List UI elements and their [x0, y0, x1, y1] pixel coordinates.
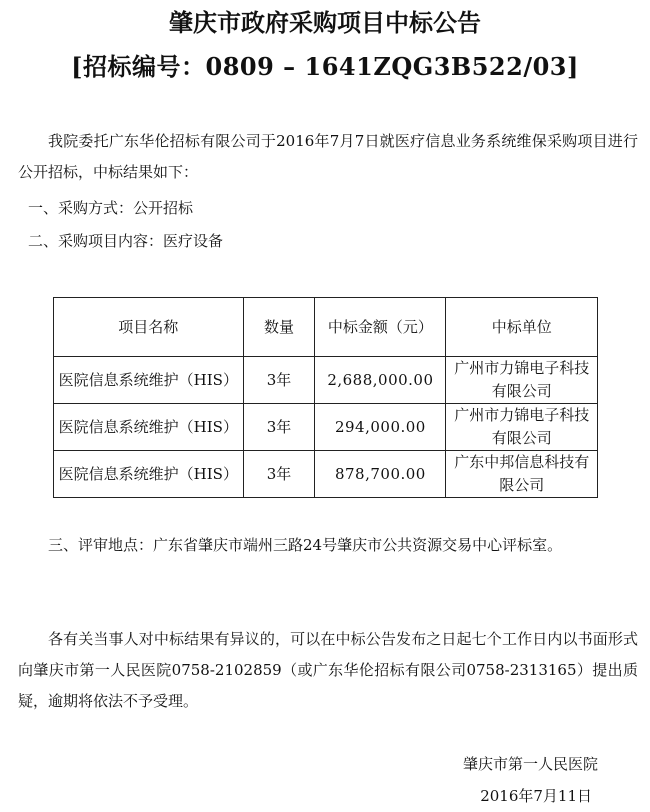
review-location: 三、评审地点：广东省肇庆市端州三路24号肇庆市公共资源交易中心评标室。	[48, 536, 563, 554]
quantity-cell: 3年	[243, 357, 315, 404]
award-table	[53, 297, 598, 498]
header-winning-unit: 中标单位	[446, 298, 598, 357]
bid-number: [招标编号：0809 – 1641ZQG3B522/03]	[71, 52, 579, 81]
project-name-cell: 医院信息系统维护（HIS）	[54, 451, 244, 498]
winning-unit-cell: 广州市力锦电子科技有限公司	[446, 404, 598, 451]
procurement-method: 一、采购方式：公开招标	[28, 199, 194, 217]
quantity-cell: 3年	[243, 404, 315, 451]
quantity-cell: 3年	[243, 451, 315, 498]
table-row	[54, 404, 598, 451]
table-row	[54, 357, 598, 404]
signature-organization: 肇庆市第一人民医院	[462, 755, 598, 773]
table-row	[54, 451, 598, 498]
amount-cell: 878,700.00	[315, 451, 446, 498]
winning-unit-cell: 广东中邦信息科技有限公司	[446, 451, 598, 498]
winning-unit-cell: 广州市力锦电子科技有限公司	[446, 357, 598, 404]
project-name-cell: 医院信息系统维护（HIS）	[54, 404, 244, 451]
amount-cell: 2,688,000.00	[315, 357, 446, 404]
table-header-row	[54, 298, 598, 357]
header-quantity: 数量	[243, 298, 315, 357]
intro-paragraph: 我院委托广东华伦招标有限公司于2016年7月7日就医疗信息业务系统维保采购项目进行公开招标，中标结果如下：	[18, 132, 638, 181]
header-amount: 中标金额（元）	[315, 298, 446, 357]
signature-date: 2016年7月11日	[480, 787, 592, 805]
project-name-cell: 医院信息系统维护（HIS）	[54, 357, 244, 404]
header-project-name: 项目名称	[54, 298, 244, 357]
page-title: 肇庆市政府采购项目中标公告	[169, 8, 481, 37]
objection-notice: 各有关当事人对中标结果有异议的，可以在中标公告发布之日起七个工作日内以书面形式向肇庆市第一人民医院0758-2102859（或广东华伦招标有限公司0758-2313165）提出质疑，逾期将依法不予受理。	[18, 630, 638, 710]
amount-cell: 294,000.00	[315, 404, 446, 451]
procurement-content: 二、采购项目内容：医疗设备	[28, 232, 224, 250]
